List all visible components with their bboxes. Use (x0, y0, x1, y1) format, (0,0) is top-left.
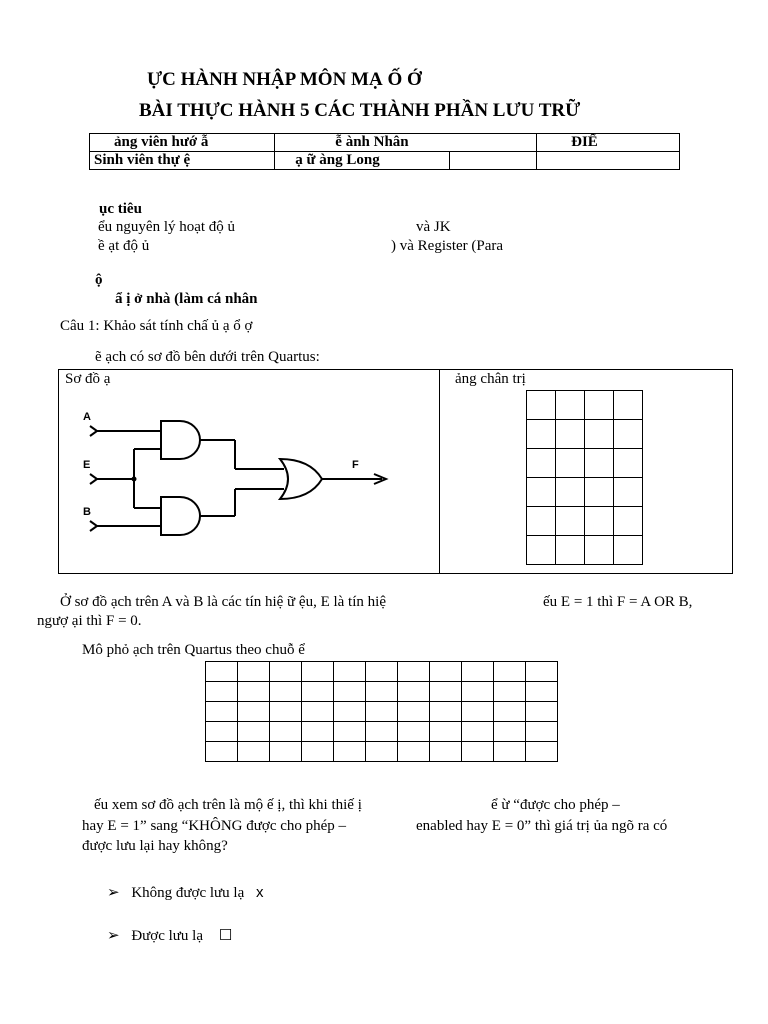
grid-cell (527, 536, 556, 565)
input-b-arrow (90, 521, 97, 531)
grid-cell (494, 682, 526, 702)
grid-cell (398, 682, 430, 702)
page-title: BÀI THỰC HÀNH 5 CÁC THÀNH PHẦN LƯU TRỮ (139, 100, 581, 121)
or-gate (280, 459, 322, 499)
grid-cell (527, 478, 556, 507)
option-bullet: ➢ (107, 928, 120, 944)
grid-cell (366, 702, 398, 722)
grid-cell (398, 662, 430, 682)
grid-cell (334, 662, 366, 682)
simulation-grid (205, 661, 558, 762)
objective-1b: và JK (416, 219, 451, 235)
paragraph1-line1b: ếu E = 1 thì F = A OR B, (543, 594, 693, 610)
grid-cell (366, 722, 398, 742)
grid-cell (430, 682, 462, 702)
grid-cell (526, 722, 558, 742)
grid-cell (527, 507, 556, 536)
objective-2a: ề ạt độ ủ (98, 238, 150, 254)
truth-table-grid (526, 390, 643, 565)
grid-cell (614, 391, 643, 420)
content-heading: ộ (95, 272, 103, 288)
grid-cell (462, 702, 494, 722)
grid-cell (238, 722, 270, 742)
paragraph2-line1a: ếu xem sơ đồ ạch trên là mộ ế ị, thì khi thiế ị (94, 797, 362, 813)
grid-cell (270, 702, 302, 722)
grid-cell (430, 722, 462, 742)
header-line1: ỰC HÀNH NHẬP MÔN MẠ Ố Ớ (147, 69, 422, 90)
truth-table-label: ảng chân trị (455, 371, 526, 387)
grid-cell (526, 662, 558, 682)
option-label: Được lưu lạ (131, 928, 204, 944)
grid-cell (302, 662, 334, 682)
objectives-heading: ục tiêu (99, 201, 142, 217)
signal-a-label: A (83, 411, 91, 423)
grid-cell (398, 722, 430, 742)
question-1-instruction: ẽ ạch có sơ đồ bên dưới trên Quartus: (95, 349, 320, 365)
option-mark[interactable]: x (256, 884, 264, 901)
grid-cell (398, 742, 430, 762)
grid-cell (462, 662, 494, 682)
grid-cell (462, 742, 494, 762)
paragraph1-line1a: Ở sơ đồ ạch trên A và B là các tín hiệ ữ ệu, E là tín hiệ (60, 594, 386, 610)
grid-cell (527, 420, 556, 449)
signal-e-label: E (83, 459, 91, 471)
paragraph2-line2a: hay E = 1” sang “KHÔNG được cho phép – (82, 818, 347, 834)
grid-cell (270, 722, 302, 742)
grid-cell (366, 662, 398, 682)
grid-cell (270, 742, 302, 762)
grid-cell (270, 662, 302, 682)
grid-cell (430, 662, 462, 682)
grid-cell (585, 391, 614, 420)
grid-cell (302, 702, 334, 722)
grid-cell (526, 682, 558, 702)
grid-cell (462, 682, 494, 702)
and-gate-top (161, 421, 200, 459)
grid-cell (238, 742, 270, 762)
grid-cell (527, 449, 556, 478)
grid-cell (334, 722, 366, 742)
grid-cell (527, 391, 556, 420)
grid-cell (238, 702, 270, 722)
grid-cell (556, 536, 585, 565)
paragraph2-line1b: ể ừ “được cho phép – (491, 797, 620, 813)
content-subheading: ẩ ị ở nhà (làm cá nhân (115, 291, 258, 307)
circuit-diagram-label: Sơ đồ ạ (65, 371, 111, 387)
paragraph2-line3: được lưu lại hay không? (82, 838, 228, 854)
junction-dot (132, 477, 137, 482)
grid-cell (614, 420, 643, 449)
grid-cell (238, 682, 270, 702)
instructor-name: ễ ành Nhân (275, 134, 537, 152)
paragraph1-line2: ngượ ại thì F = 0. (37, 613, 142, 629)
instructor-label: ảng viên hướ ẫ (90, 134, 275, 152)
grid-cell (614, 449, 643, 478)
grid-cell (206, 662, 238, 682)
grid-cell (494, 722, 526, 742)
grid-cell (430, 742, 462, 762)
grid-cell (206, 702, 238, 722)
grid-cell (462, 722, 494, 742)
grid-cell (526, 742, 558, 762)
grid-cell (334, 682, 366, 702)
grid-cell (494, 702, 526, 722)
student-label: Sinh viên thự ệ (90, 152, 275, 170)
grid-cell (585, 420, 614, 449)
grid-cell (556, 478, 585, 507)
grid-cell (206, 722, 238, 742)
grid-cell (334, 702, 366, 722)
grid-cell (366, 682, 398, 702)
option-bullet: ➢ (107, 885, 120, 901)
grid-cell (206, 682, 238, 702)
grid-cell (556, 449, 585, 478)
grid-cell (366, 742, 398, 762)
grid-cell (614, 536, 643, 565)
grid-cell (556, 391, 585, 420)
paragraph2-line2b: enabled hay E = 0” thì giá trị ủa ngõ ra có (416, 818, 668, 834)
grid-cell (614, 478, 643, 507)
grid-cell (302, 682, 334, 702)
simulation-label: Mô phỏ ạch trên Quartus theo chuỗ ể (82, 642, 305, 658)
grid-cell (585, 507, 614, 536)
grid-cell (398, 702, 430, 722)
grid-cell (334, 742, 366, 762)
checkbox-icon[interactable]: ☐ (218, 926, 233, 944)
score-label: ĐIỂ (537, 134, 680, 152)
grid-cell (238, 662, 270, 682)
grid-cell (302, 742, 334, 762)
grid-cell (556, 507, 585, 536)
grid-cell (430, 702, 462, 722)
grid-cell (526, 702, 558, 722)
signal-f-label: F (352, 459, 359, 471)
option-not-saved[interactable] (107, 883, 264, 902)
grid-cell (556, 420, 585, 449)
option-saved[interactable] (107, 926, 232, 945)
grid-cell (614, 507, 643, 536)
grid-cell (270, 682, 302, 702)
input-e-arrow (90, 474, 97, 484)
objective-2b: ) và Register (Para (391, 238, 504, 254)
option-label: Không được lưu lạ (131, 885, 245, 901)
signal-b-label: B (83, 506, 91, 518)
grid-cell (494, 742, 526, 762)
grid-cell (206, 742, 238, 762)
question-1: Câu 1: Khảo sát tính chấ ủ ạ ổ ợ (60, 318, 253, 334)
input-a-arrow (90, 426, 97, 436)
grid-cell (494, 662, 526, 682)
objective-1a: ểu nguyên lý hoạt độ ủ (98, 219, 236, 235)
grid-cell (585, 536, 614, 565)
and-gate-bottom (161, 497, 200, 535)
grid-cell (585, 478, 614, 507)
student-name: ạ ữ àng Long (275, 152, 450, 170)
grid-cell (585, 449, 614, 478)
grid-cell (302, 722, 334, 742)
